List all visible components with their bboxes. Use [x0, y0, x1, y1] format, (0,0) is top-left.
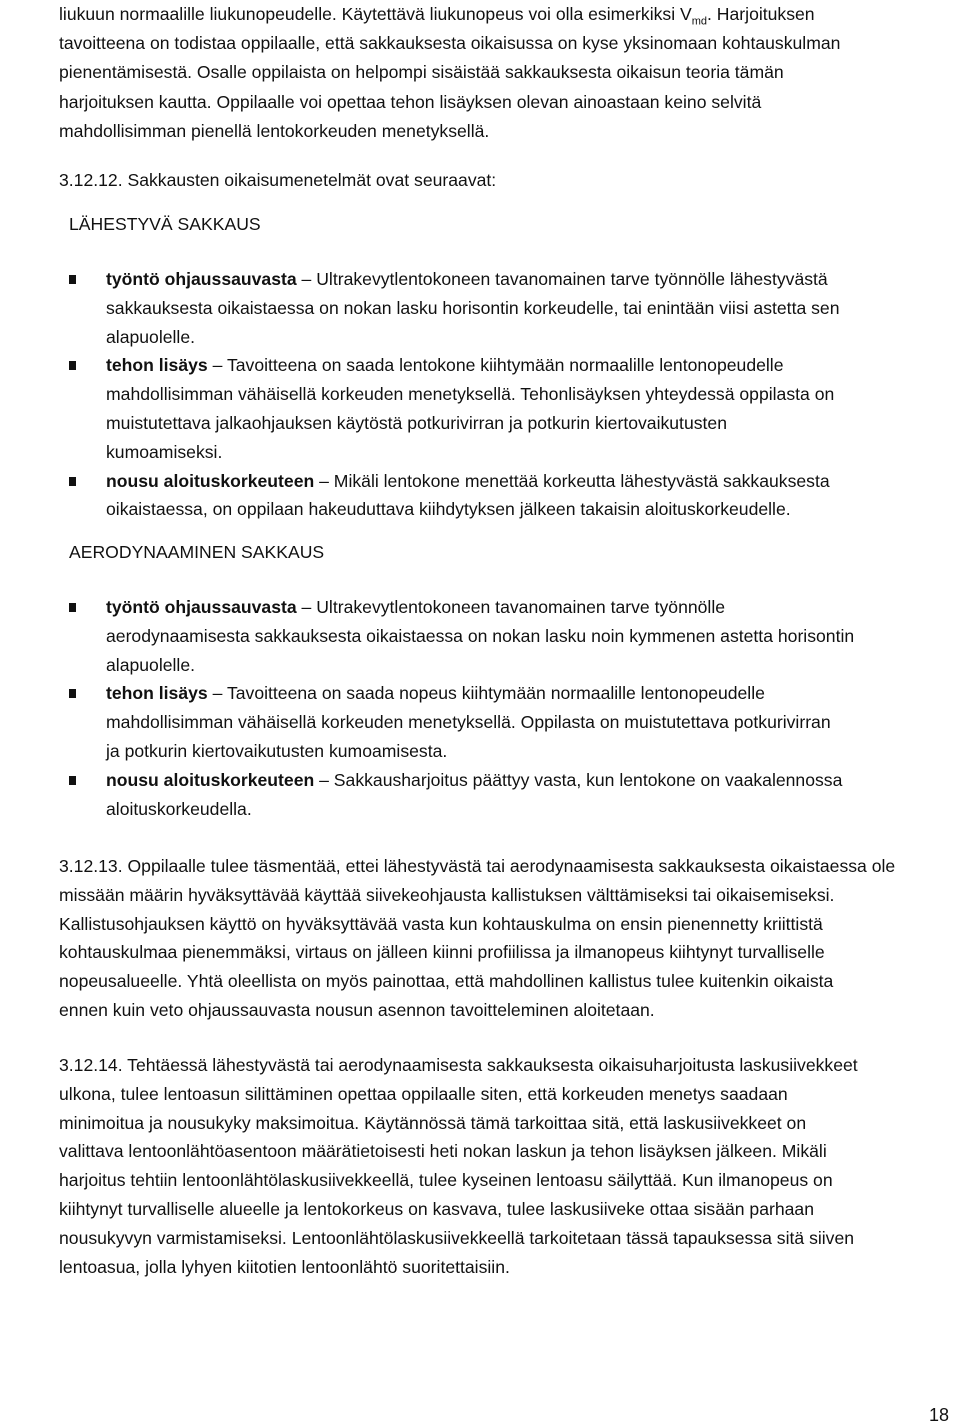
bullet-icon: [69, 361, 76, 370]
intro-line: harjoituksen kautta. Oppilaalle voi opettaa tehon lisäyksen olevan ainoastaan keino selvitä: [59, 91, 762, 112]
section-heading-aerodynamic-stall: AERODYNAAMINEN SAKKAUS: [69, 542, 325, 562]
intro-line: tavoitteena on todistaa oppilaalle, että sakkauksesta oikaisussa on kyse yksinomaan kohtauskulman: [59, 33, 841, 54]
intro-line: liukuun normaalille liukunopeudelle. Käytettävä liukunopeus voi olla esimerkiksi $V_{md}$. Harjoituksen: [59, 4, 815, 28]
paragraph-3-12-14: 3.12.14. Tehtäessä lähestyvästä tai aerodynaamisesta sakkauksesta oikaisuharjoitusta laskusiivekkeet ulkona, tulee lentoasun silittäminen opettaa oppilaalle siten, että korkeuden menetys saadaan minimoitua ja nousukyky maksimoitua. Käytännössä tämä tarkoittaa sitä, että laskusiivekkeet on valittava lentoonlähtöasentoon määrätietoisesti heti nokan laskun ja tehon lisäyksen jälkeen. Mikäli harjoitus tehtiin lentoonlähtölaskusiivekkeellä, tulee kyseinen lentoasu säilyttää. Kun ilmanopeus on kiihtynyt turvalliselle alueelle ja lentokorkeus on kasvava, tulee laskusiiveke ottaa sisään parhaan nousukyvyn varmistamiseksi. Lentoonlähtölaskusiivekkeellä tarkoitetaan tässä tapauksessa sitä siiven lentoasua, jolla lyhyen kiitotien lentoonlähtö suoritettaisiin.: [59, 1055, 858, 1277]
list-item: tehon lisäys – Tavoitteena on saada nopeus kiihtymään normaalille lentonopeudelle mahdollisimman vähäisellä korkeuden menetyksellä. Oppilasta on muistutettava potkurivirran ja potkurin kiertovaikutusten kumoamisesta.: [69, 679, 949, 765]
page-number: 18: [928, 1405, 949, 1425]
approach-stall-list: [69, 265, 949, 524]
paragraph-3-12-13: 3.12.13. Oppilaalle tulee täsmentää, ettei lähestyvästä tai aerodynaamisesta sakkauksesta oikaistaessa ole missään määrin hyväksyttävää käyttää siivekeohjausta kallistuksen välttämiseksi tai oikaisemiseksi. Kallistusohjauksen käyttö on hyväksyttävää vasta kun kohtauskulma on ensin pienennetty kriittistä kohtauskulmaa pienemmäksi, virtaus on jälleen kiinni profiilissa ja ilmanopeus kiihtynyt turvalliselle nopeusalueelle. Yhtä oleellista on myös painottaa, että mahdollinen kallistus tulee kuitenkin oikaista ennen kuin veto ohjaussauvasta nousun asennon tavoitteleminen aloitetaan.: [59, 856, 896, 1020]
paragraph-3-12-12: 3.12.12. Sakkausten oikaisumenetelmät ovat seuraavat:: [59, 170, 497, 190]
bullet-icon: [69, 776, 76, 785]
bullet-icon: [69, 275, 76, 284]
intro-paragraph: [59, 0, 949, 146]
bullet-icon: [69, 689, 76, 698]
subscript-md: md: [691, 15, 708, 28]
list-item: nousu aloituskorkeuteen – Mikäli lentokone menettää korkeutta lähestyvästä sakkauksesta oikaistaessa, on oppilaan hakeuduttava kiihdytyksen jälkeen takaisin aloituskorkeudelle.: [69, 467, 949, 525]
list-item: tehon lisäys – Tavoitteena on saada lentokone kiihtymään normaalille lentonopeudelle mahdollisimman vähäisellä korkeuden menetyksellä. Tehonlisäyksen yhteydessä oppilasta on muistutettava jalkaohjauksen käytöstä potkurivirran ja potkurin kiertovaikutusten kumoamiseksi.: [69, 351, 949, 466]
aerodynamic-stall-list: [69, 593, 949, 823]
list-item: nousu aloituskorkeuteen – Sakkausharjoitus päättyy vasta, kun lentokone on vaakalennossa aloituskorkeudella.: [69, 766, 949, 824]
list-item: työntö ohjaussauvasta – Ultrakevytlentokoneen tavanomainen tarve työnnölle lähestyvästä sakkauksesta oikaistaessa on nokan lasku horisontin korkeudelle, tai enintään viisi astetta sen alapuolelle.: [69, 265, 949, 351]
intro-line: pienentämisestä. Osalle oppilaista on helpompi sisäistää sakkauksesta oikaisun teoria tämän: [59, 62, 784, 83]
list-item: työntö ohjaussauvasta – Ultrakevytlentokoneen tavanomainen tarve työnnölle aerodynaamisesta sakkauksesta oikaistaessa on nokan lasku noin kymmenen astetta horisontin alapuolelle.: [69, 593, 949, 679]
bullet-icon: [69, 603, 76, 612]
bullet-icon: [69, 477, 76, 486]
section-heading-approach-stall: LÄHESTYVÄ SAKKAUS: [69, 214, 261, 234]
intro-line: mahdollisimman pienellä lentokorkeuden menetyksellä.: [59, 120, 490, 141]
